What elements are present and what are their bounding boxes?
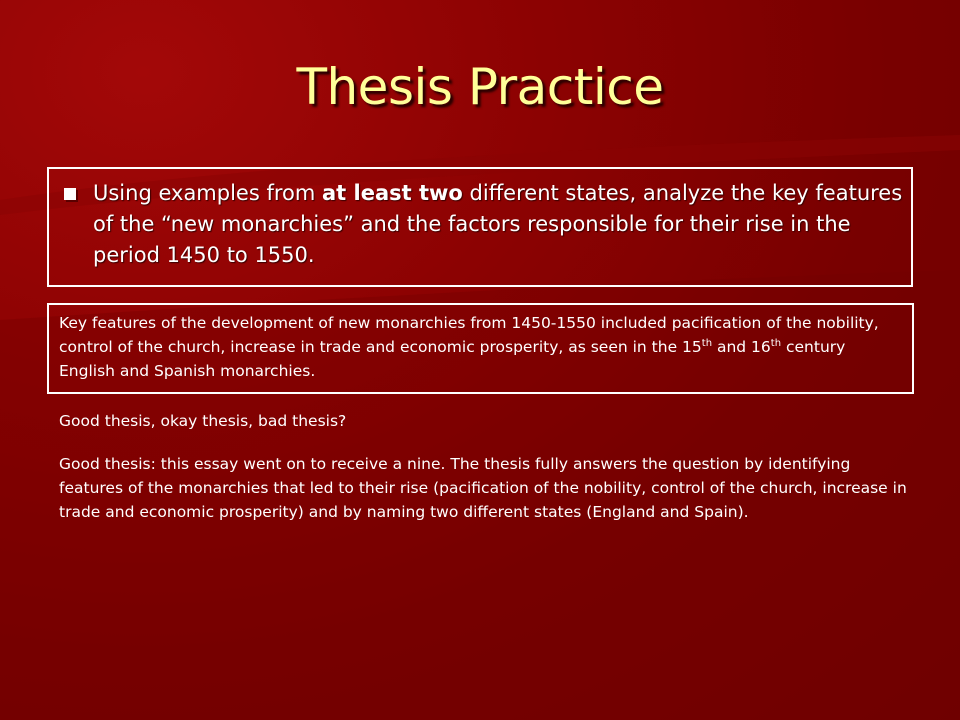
thesis-superscript-1: th [701, 337, 713, 349]
thesis-part-3: century English and Spanish monarchies. [59, 338, 846, 380]
thesis-part-2: and 16 [712, 338, 771, 356]
prompt-text-before: Using examples from [93, 181, 323, 205]
evaluation-answer: Good thesis: this essay went on to receive a nine. The thesis fully answers the question by identifying features of the monarchies that led to their rise (pacification of the nobility, control of the church, increase in trade and economic prosperity) and by naming two different states (England and Spain). [59, 455, 907, 521]
sample-thesis [59, 311, 904, 383]
evaluation-question: Good thesis, okay thesis, bad thesis? [59, 412, 347, 430]
prompt-box [47, 167, 913, 287]
prompt-text-after: different states, analyze the key features of the “new monarchies” and the factors responsible for their rise in the period 1450 to 1550. [93, 181, 903, 267]
thesis-box [47, 303, 914, 394]
essay-prompt [93, 178, 903, 271]
slide-title: Thesis Practice [296, 58, 664, 116]
thesis-part-1: Key features of the development of new monarchies from 1450-1550 included pacification of the nobility, control of the church, increase in trade and economic prosperity, as seen in the 15 [59, 314, 879, 356]
prompt-emphasis: at least two [322, 181, 463, 205]
thesis-superscript-2: th [770, 337, 782, 349]
square-bullet-icon [64, 188, 76, 200]
